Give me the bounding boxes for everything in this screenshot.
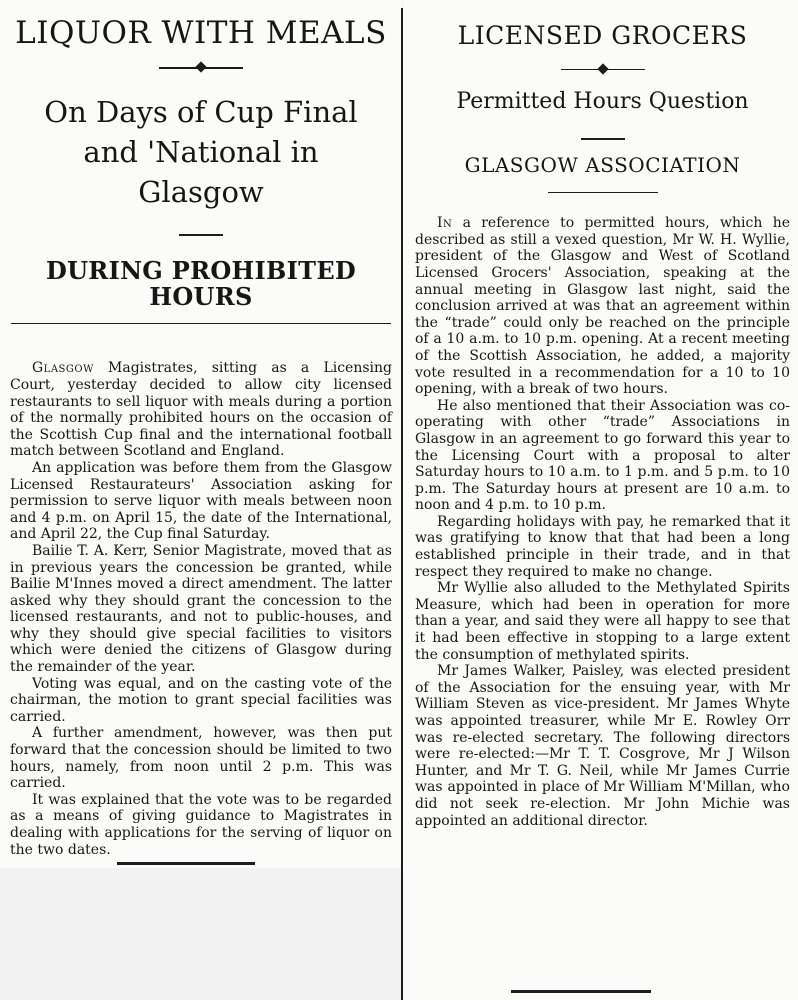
right-body [415,215,790,829]
right-paragraph: In a reference to permitted hours, which he described as still a vexed question, Mr W. H. Wyllie, president of the Glasgow and West of Scotland Licensed Grocers' Association, speaking at the annual meeting in Glasgow last night, said the conclusion arrived at was that an agreement within the “trade” could only be reached on the principle of a 10 a.m. to 10 p.m. opening. At a recent meeting of the Scottish Association, he added, a majority vote resulted in a recommendation for a 10 to 10 opening, with a break of two hours. [415,215,790,398]
left-paragraph: Bailie T. A. Kerr, Senior Magistrate, moved that as in previous years the concession be granted, while Bailie M'Innes moved a direct amendment. The latter asked why they should grant the concession to the licensed restaurants, and not to public-houses, and why they should give special facilities to visitors which were denied the citizens of Glasgow during the remainder of the year. [10,542,392,676]
left-body [10,360,392,858]
left-paragraph: A further amendment, however, was then put forward that the concession should be limited to two hours, namely, from noon until 2 p.m. This was carried. [10,725,392,792]
right-end-rule [511,990,651,993]
left-short-rule [179,234,223,236]
left-section-head: DURING PROHIBITED HOURS [45,256,357,312]
left-end-rule [117,862,255,865]
left-paragraph: Voting was equal, and on the casting vote of the chairman, the motion to grant special facilities was carried. [10,675,392,725]
left-paragraph: An application was before them from the Glasgow Licensed Restaurateurs' Association asking for permission to serve liquor with meals between noon and 4 p.m. on April 15, the date of the International, and April 22, the Cup final Saturday. [10,459,392,543]
right-paragraph: Mr Wyllie also alluded to the Methylated Spirits Measure, which had been in operation for more than a year, and said they were all happy to see that it had been effective in stopping to a large extent the consumption of methylated spirits. [415,580,790,663]
right-headline: LICENSED GROCERS [457,21,748,50]
right-short-rule [581,138,625,140]
right-lead-word: In [437,215,453,232]
left-paragraph: It was explained that the vote was to be regarded as a means of giving guidance to Magistrates in dealing with applications for the serving of liquor on the two dates. [10,791,392,858]
left-diamond-rule [159,62,243,74]
right-paragraph: Mr James Walker, Paisley, was elected president of the Association for the ensuing year, with Mr William Steven as vice-president. Mr James Whyte was appointed treasurer, while Mr E. Rowley Orr was re-elected secretary. The following directors were re-elected:—Mr T. T. Cosgrove, Mr J Wilson Hunter, and Mr T. G. Neil, while Mr James Currie was appointed in place of Mr William M'Millan, who did not seek re-election. Mr John Michie was appointed an additional director. [415,663,790,829]
right-subhead: Permitted Hours Question [456,88,749,114]
right-paragraph: Regarding holidays with pay, he remarked that it was gratifying to know that that had been a long established principle in their trade, and in that respect they required to make no change. [415,513,790,580]
right-diamond-rule [561,64,645,76]
left-article [0,0,402,868]
left-headline: LIQUOR WITH MEALS [15,15,387,51]
left-section-rule [11,323,391,325]
left-paragraph: Glasgow Magistrates, sitting as a Licensing Court, yesterday decided to allow city licensed restaurants to sell liquor with meals during a portion of the normally prohibited hours on the occasion of the Scottish Cup final and the international football match between Scotland and England. [10,360,392,460]
left-subhead: On Days of Cup Final and 'National in Glasgow [44,95,358,210]
left-lead-word: Glasgow [32,360,94,377]
right-paragraph: He also mentioned that their Association was co-operating with other “trade” Associations in Glasgow in an agreement to go forward this year to the Licensing Court with a proposal to alter Saturday hours to 10 a.m. to 1 p.m. and 5 p.m. to 10 p.m. The Saturday hours at present are 10 a.m. to noon and 4 p.m. to 10 p.m. [415,397,790,514]
right-section-rule [548,192,658,194]
right-article [403,0,798,1000]
right-section-head: GLASGOW ASSOCIATION [464,152,741,177]
